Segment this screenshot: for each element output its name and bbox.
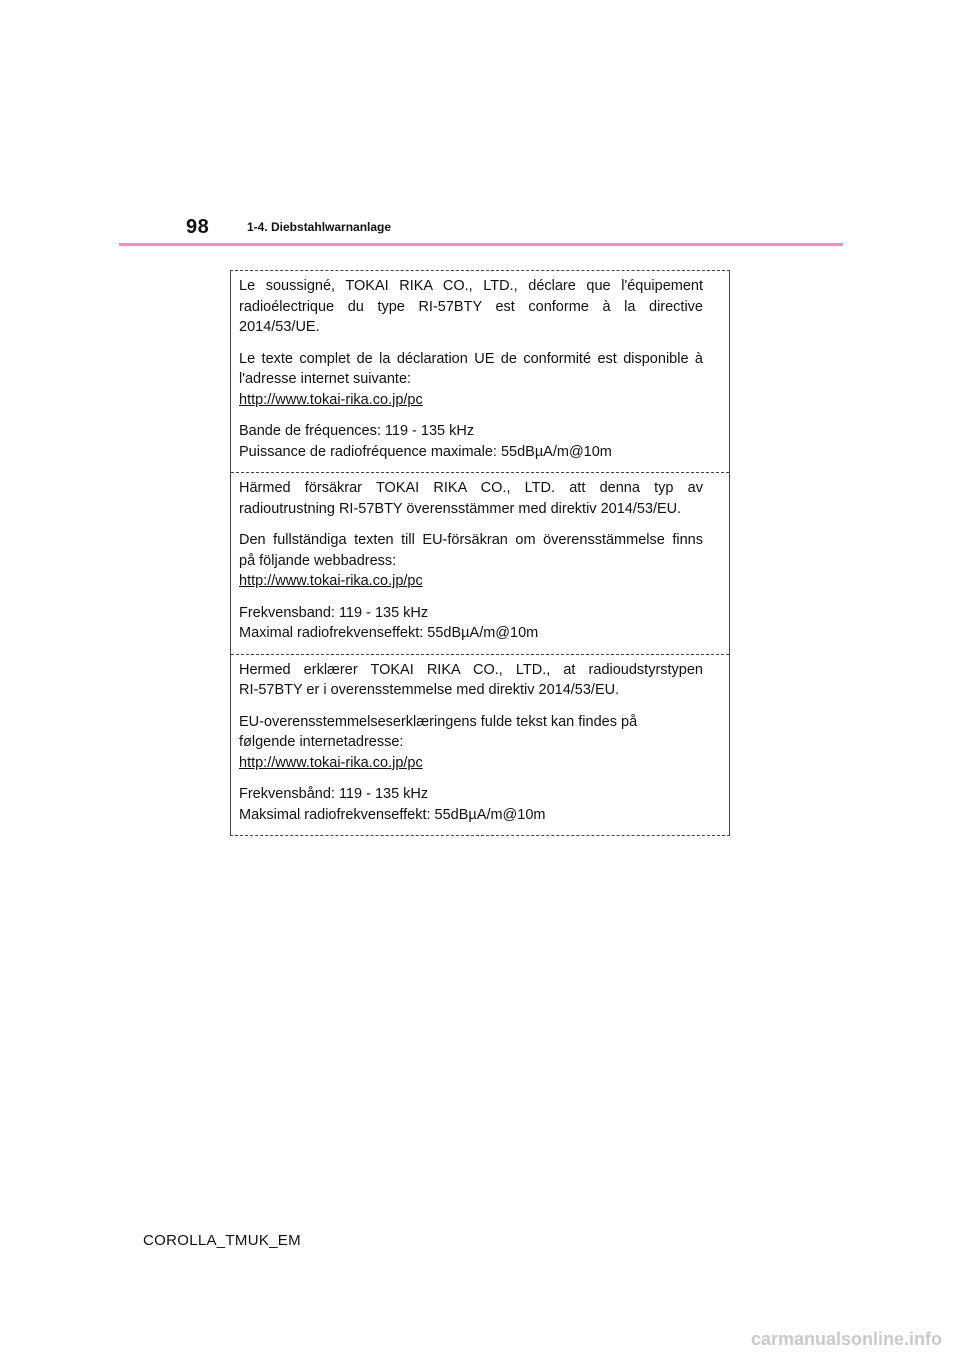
declaration-line: radioélectrique du type RI-57BTY est conforme à la directive [239, 298, 703, 315]
availability-line: Den fullständiga texten till EU-försäkran om överensstämmelse finns [239, 532, 703, 548]
section-title: 1-4. Diebstahlwarnanlage [247, 220, 392, 234]
frequency-band: Frekvensband: 119 - 135 kHz [239, 604, 429, 621]
max-power: Puissance de radiofréquence maximale: 55dBµA/m@10m [239, 443, 612, 460]
availability-text-sv [239, 530, 703, 592]
declaration-text-sv [239, 478, 703, 519]
specs-sv [239, 603, 703, 644]
frequency-band: Bande de fréquences: 119 - 135 kHz [239, 423, 475, 439]
declaration-line: radioutrustning RI-57BTY överensstämmer med direktiv 2014/53/EU. [239, 500, 682, 517]
specs-fr [239, 421, 703, 462]
declaration-block-fr [231, 271, 729, 472]
declaration-block-da [231, 654, 729, 836]
declaration-text-da [239, 660, 703, 701]
declaration-line: Hermed erklærer TOKAI RIKA CO., LTD., at radioudstyrstypen [239, 661, 703, 678]
declaration-block-sv [231, 472, 729, 654]
declaration-line: Le soussigné, TOKAI RIKA CO., LTD., déclare que l'équipement [239, 278, 703, 294]
availability-line: på följande webbadress: [239, 552, 397, 569]
declaration-text-fr [239, 276, 703, 338]
frequency-band: Frekvensbånd: 119 - 135 kHz [239, 786, 429, 802]
availability-line: EU-overensstemmelseserklæringens fulde tekst kan findes på [239, 713, 638, 730]
declaration-box [230, 270, 730, 836]
watermark: carmanualsonline.info [750, 1329, 942, 1349]
declaration-line: Härmed försäkrar TOKAI RIKA CO., LTD. att denna typ av [239, 480, 703, 496]
declaration-line: 2014/53/UE. [239, 319, 320, 335]
page-number: 98 [186, 216, 210, 238]
specs-da [239, 784, 703, 825]
header-rule [119, 243, 843, 246]
availability-line: Le texte complet de la déclaration UE de conformité est disponible à [239, 350, 703, 367]
availability-text-da [239, 712, 703, 774]
availability-line: l'adresse internet suivante: [239, 371, 412, 387]
availability-text-fr [239, 349, 703, 411]
footer-code: COROLLA_TMUK_EM [143, 1232, 301, 1249]
url-link-fr[interactable]: http://www.tokai-rika.co.jp/pc [239, 391, 423, 408]
declaration-line: RI-57BTY er i overensstemmelse med direktiv 2014/53/EU. [239, 682, 620, 698]
max-power: Maksimal radiofrekvenseffekt: 55dBµA/m@10m [239, 806, 546, 823]
url-link-sv[interactable]: http://www.tokai-rika.co.jp/pc [239, 573, 423, 589]
max-power: Maximal radiofrekvenseffekt: 55dBµA/m@10m [239, 625, 539, 641]
url-link-da[interactable]: http://www.tokai-rika.co.jp/pc [239, 754, 423, 771]
availability-line: følgende internetadresse: [239, 734, 404, 750]
